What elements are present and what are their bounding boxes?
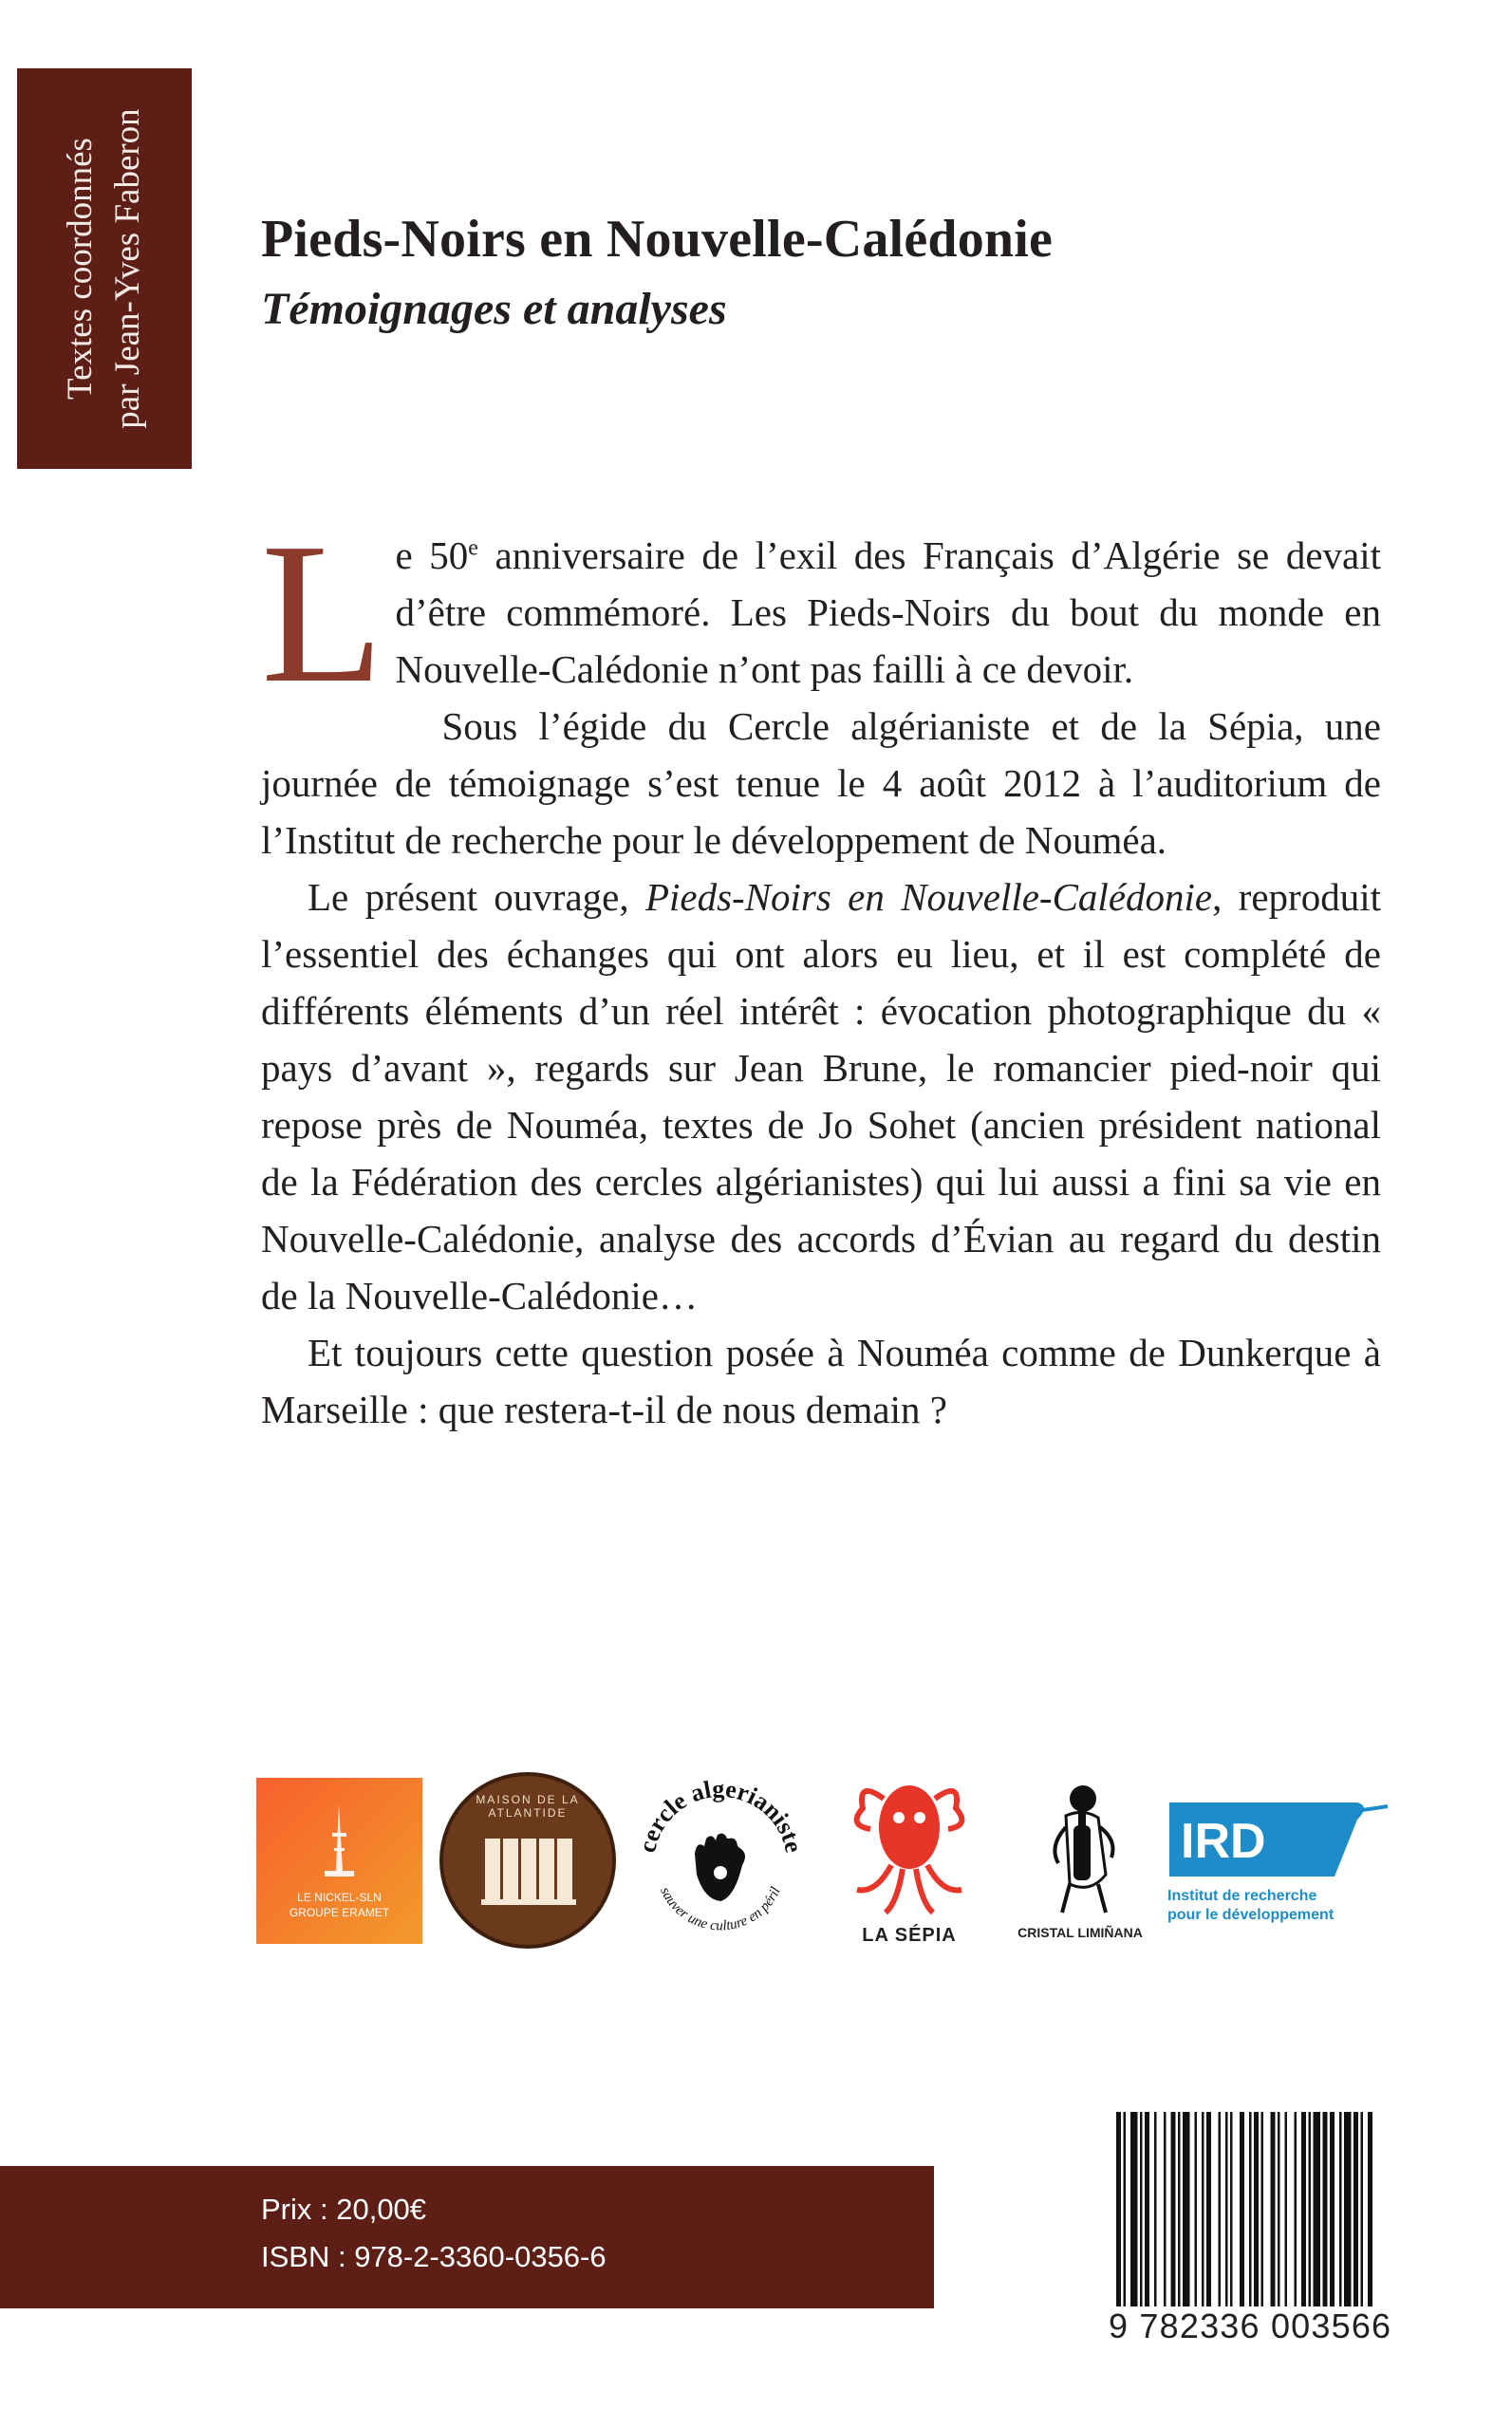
- p3-text-a: Le présent ouvrage,: [308, 875, 645, 919]
- atlantide-logo: [439, 1772, 616, 1949]
- back-cover-text: [261, 501, 1381, 1438]
- price: Prix : 20,00€: [261, 2193, 427, 2226]
- ird-logo: [1167, 1797, 1395, 1930]
- barcode-bar: [1314, 2112, 1321, 2306]
- barcode-bar: [1361, 2112, 1364, 2306]
- cercle-top-text: cercle algerianiste: [633, 1774, 808, 1856]
- price-band: [0, 2166, 934, 2308]
- atlantide-books-icon: [443, 1776, 612, 1945]
- p1-superscript: e: [468, 535, 478, 561]
- book-subtitle: Témoignages et analyses: [261, 284, 727, 334]
- barcode-bar: [1171, 2112, 1176, 2306]
- cercle-algerianiste-logo: [630, 1770, 811, 1951]
- le-nickel-logo: [256, 1778, 422, 1944]
- ird-line1: Institut de recherche: [1167, 1888, 1317, 1904]
- barcode-bar: [1330, 2112, 1335, 2306]
- barcode-bar: [1261, 2112, 1264, 2306]
- ird-mark-icon: [1167, 1797, 1395, 1882]
- ird-abbreviation: IRD: [1181, 1814, 1266, 1869]
- barcode-bar: [1164, 2112, 1167, 2306]
- cristal-liminana-logo: [999, 1770, 1161, 1951]
- barcode-bar: [1271, 2112, 1276, 2306]
- ird-line2: pour le développement: [1167, 1907, 1335, 1923]
- barcode-bar: [1225, 2112, 1228, 2306]
- barcode-digits: 9 782336 003566: [1109, 2306, 1392, 2345]
- barcode-bar: [1183, 2112, 1190, 2306]
- p1-text-a: e 50: [395, 533, 469, 577]
- drop-cap: L: [261, 501, 384, 724]
- nickel-text: [256, 1890, 422, 1920]
- cercle-hand-icon: [630, 1770, 811, 1951]
- barcode-bar: [1124, 2112, 1127, 2306]
- la-sepia-logo: [829, 1770, 990, 1951]
- barcode-bar: [1278, 2112, 1280, 2306]
- barcode-bar: [1195, 2112, 1198, 2306]
- p1-text-b: anniversaire de l’exil des Français d’Algérie se devait d’être commémoré. Les Pieds-Noirs du bout du monde en Nouvelle-Calédonie n’ont pas failli à ce devoir.: [395, 533, 1381, 691]
- barcode-bar: [1230, 2112, 1233, 2306]
- barcode-bar: [1140, 2112, 1143, 2306]
- sepia-label: LA SÉPIA: [862, 1925, 957, 1946]
- barcode-bar: [1344, 2112, 1352, 2306]
- barcode-bar: [1249, 2112, 1252, 2306]
- barcode-bar: [1145, 2112, 1149, 2306]
- side-tab-line1: Textes coordonnés: [61, 138, 100, 400]
- barcode-bar: [1178, 2112, 1181, 2306]
- isbn: ISBN : 978-2-3360-0356-6: [261, 2240, 607, 2273]
- book-title: Pieds-Noirs en Nouvelle-Calédonie: [261, 210, 1054, 269]
- barcode-bar: [1202, 2112, 1204, 2306]
- barcode-bar: [1295, 2112, 1297, 2306]
- nickel-tower-icon: [256, 1778, 422, 1892]
- sponsor-logos: [256, 1770, 1395, 1960]
- barcode-bar: [1353, 2112, 1358, 2306]
- isbn-barcode: [1111, 2112, 1386, 2306]
- barcode-bar: [1368, 2112, 1372, 2306]
- atlantide-text: MAISON DE LA ATLANTIDE: [476, 1793, 580, 1820]
- barcode-bar: [1206, 2112, 1211, 2306]
- barcode-bar: [1339, 2112, 1342, 2306]
- barcode-bar: [1309, 2112, 1312, 2306]
- paragraph-3: [261, 868, 1381, 1324]
- barcode-bar: [1130, 2112, 1138, 2306]
- nickel-group: GROUPE ERAMET: [289, 1906, 390, 1919]
- barcode-bar: [1323, 2112, 1328, 2306]
- squid-icon: [829, 1770, 990, 1927]
- paragraph-2: Sous l’égide du Cercle algérianiste et de la Sépia, une journée de témoignage s’est tenue le 4 août 2012 à l’auditorium de l’Institut de recherche pour le développement de Nouméa.: [261, 704, 1381, 862]
- side-tab-line2: par Jean-Yves Faberon: [108, 108, 147, 429]
- cristal-label: CRISTAL LIMIÑANA: [1017, 1925, 1143, 1940]
- bottle-figure-icon: [999, 1770, 1161, 1922]
- paragraph-4: Et toujours cette question posée à Nouméa comme de Dunkerque à Marseille : que restera-t-il de nous demain ?: [261, 1331, 1381, 1431]
- barcode-bar: [1301, 2112, 1306, 2306]
- barcode-bar: [1254, 2112, 1259, 2306]
- barcode-bar: [1116, 2112, 1121, 2306]
- barcode-bar: [1240, 2112, 1244, 2306]
- paragraph-1: [261, 501, 1381, 724]
- nickel-name: LE NICKEL-SLN: [297, 1891, 382, 1904]
- barcode-bar: [1154, 2112, 1157, 2306]
- cercle-bottom-text: sauver une culture en péril: [657, 1884, 784, 1934]
- ird-text: [1167, 1887, 1334, 1925]
- p3-text-b: , reproduit l’essentiel des échanges qui ont alors eu lieu, et il est complété de différents éléments d’un réel intérêt : évocation photographique du « pays d’avant », regards sur Jean Brune, le romancier pied-noir qui repose près de Nouméa, textes de Jo Sohet (ancien président national de la Fédération des cercles algérianistes) qui lui aussi a fini sa vie en Nouvelle-Calédonie, analyse des accords d’Évian au regard du destin de la Nouvelle-Calédonie…: [261, 875, 1381, 1317]
- p3-book-title: Pieds-Noirs en Nouvelle-Calédonie: [644, 875, 1213, 919]
- barcode-bar: [1219, 2112, 1222, 2306]
- barcode-bar: [1285, 2112, 1288, 2306]
- side-tab-text: [57, 79, 152, 458]
- side-tab: [17, 68, 192, 469]
